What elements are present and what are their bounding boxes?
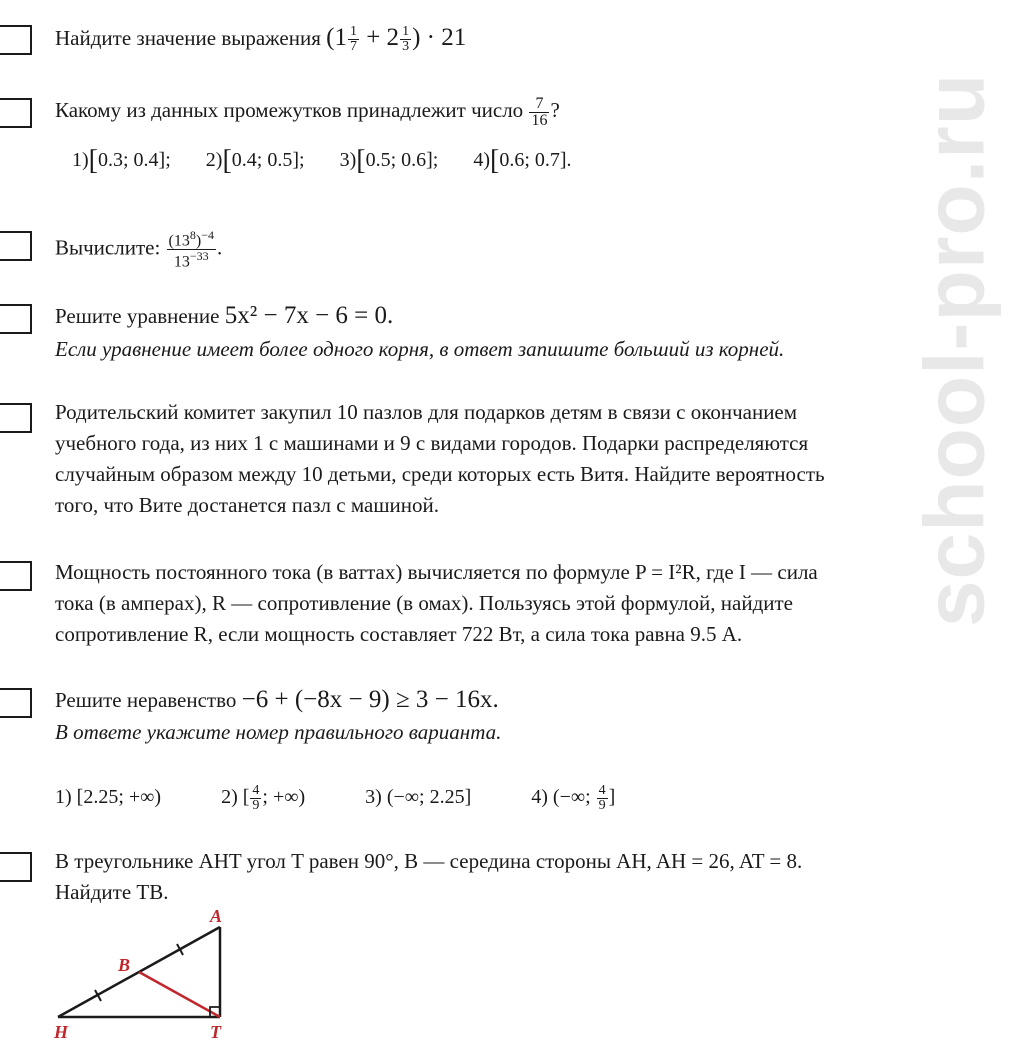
frac-den: 16 xyxy=(531,111,548,129)
task-3-prompt: Вычислите: xyxy=(55,235,161,260)
task-4-note: Если уравнение имеет более одного корня, в ответ запишите больший из корней. xyxy=(55,337,785,361)
median-bt xyxy=(139,972,220,1017)
task-6-line: Мощность постоянного тока (в ваттах) вычисляется по формуле P = I²R, где I — сила xyxy=(55,560,818,584)
expr-open: (1 xyxy=(326,24,347,51)
option-num: 3) xyxy=(339,149,357,171)
task-4-equation: 5x² − 7x − 6 = 0. xyxy=(224,302,394,329)
task-7-text xyxy=(55,684,960,716)
fraction xyxy=(597,784,608,813)
num-close: ) xyxy=(195,232,202,250)
bracket: [ xyxy=(88,145,98,176)
task-3-text xyxy=(55,229,960,271)
answer-box-8[interactable] xyxy=(0,852,32,882)
task-6-text xyxy=(55,557,960,650)
frac-den: 7 xyxy=(349,38,357,54)
watermark: school-pro.ru xyxy=(907,72,1002,628)
den-base: 13 xyxy=(173,253,190,271)
expr-plus: + 2 xyxy=(359,24,400,51)
task-1-prompt: Найдите значение выражения xyxy=(55,26,321,50)
option-num: 1) xyxy=(72,149,89,171)
option-num: 2) xyxy=(205,149,223,171)
frac-den: 9 xyxy=(598,797,606,813)
frac-den: 3 xyxy=(402,38,410,54)
option-pre: 2) [ xyxy=(221,786,250,808)
task-3-end: . xyxy=(216,235,223,260)
task-2-options xyxy=(72,145,960,176)
task-5-line: Родительский комитет закупил 10 пазлов для подарков детям в связи с окончанием xyxy=(55,400,798,424)
task-4-prompt: Решите уравнение xyxy=(55,304,220,328)
fraction xyxy=(348,25,359,54)
fraction xyxy=(167,229,216,271)
frac-num: 1 xyxy=(349,23,357,39)
triangle-figure xyxy=(50,905,240,1045)
fraction xyxy=(250,784,261,813)
task-8-line: Найдите TB. xyxy=(55,880,169,904)
task-6-line: сопротивление R, если мощность составляет 722 Вт, а сила тока равна 9.5 А. xyxy=(55,622,743,646)
task-2-text xyxy=(55,95,960,129)
frac-num: 4 xyxy=(598,782,606,798)
option-3[interactable]: 3) (−∞; 2.25] xyxy=(365,786,472,808)
fraction xyxy=(400,25,411,54)
fraction xyxy=(529,96,549,129)
answer-box-5[interactable] xyxy=(0,403,32,433)
answer-box-7[interactable] xyxy=(0,688,32,718)
label-b: B xyxy=(118,955,131,975)
bracket: [ xyxy=(222,145,232,176)
task-7-options xyxy=(55,782,960,813)
task-5-line: того, что Вите достанется пазл с машиной. xyxy=(55,493,439,517)
num-exp-inner: 8 xyxy=(189,228,196,242)
option-2[interactable] xyxy=(205,145,305,176)
option-3[interactable] xyxy=(339,145,439,176)
option-post: ] xyxy=(608,786,616,808)
bracket: [ xyxy=(490,145,500,176)
answer-box-1[interactable] xyxy=(0,25,32,55)
num-exp: −4 xyxy=(201,228,214,242)
task-6-line: тока (в амперах), R — сопротивление (в омах). Пользуясь этой формулой, найдите xyxy=(55,591,793,615)
expr-close: ) · 21 xyxy=(412,24,467,51)
task-4-text xyxy=(55,300,960,332)
option-val: 0.5; 0.6]; xyxy=(365,149,439,171)
bracket: [ xyxy=(356,145,366,176)
frac-den xyxy=(167,249,216,270)
answer-box-6[interactable] xyxy=(0,561,32,591)
label-t: T xyxy=(210,1022,221,1042)
task-2-prompt: Какому из данных промежутков принадлежит число xyxy=(55,98,524,122)
task-5-line: случайным образом между 10 детьми, среди которых есть Витя. Найдите вероятность xyxy=(55,462,825,486)
option-val: 0.3; 0.4]; xyxy=(98,149,171,171)
option-val: 0.4; 0.5]; xyxy=(231,149,305,171)
den-exp: −33 xyxy=(189,249,209,264)
task-1-text xyxy=(55,22,960,54)
option-4[interactable] xyxy=(473,145,572,176)
frac-den: 9 xyxy=(252,797,260,813)
option-val: 0.6; 0.7]. xyxy=(499,149,572,171)
option-1[interactable]: 1) [2.25; +∞) xyxy=(55,786,162,808)
frac-num: 7 xyxy=(535,94,544,112)
task-1-expression xyxy=(326,23,467,54)
label-h: H xyxy=(54,1022,69,1042)
frac-num xyxy=(167,229,216,249)
option-post: ; +∞) xyxy=(262,786,306,808)
task-7-inequality: −6 + (−8x − 9) ≥ 3 − 16x. xyxy=(241,686,499,713)
task-8-text xyxy=(55,846,960,908)
answer-box-2[interactable] xyxy=(0,98,32,128)
task-2-end: ? xyxy=(550,98,560,122)
label-a: A xyxy=(210,906,223,926)
frac-num: 1 xyxy=(402,23,410,39)
task-8-line: В треугольнике AHT угол T равен 90°, B — середина стороны AH, AH = 26, AT = 8. xyxy=(55,849,803,873)
option-1[interactable] xyxy=(72,145,171,176)
frac-num: 4 xyxy=(252,782,260,798)
task-7-note: В ответе укажите номер правильного варианта. xyxy=(55,720,502,744)
task-5-line: учебного года, из них 1 с машинами и 9 с видами городов. Подарки распределяются xyxy=(55,431,809,455)
option-2[interactable] xyxy=(221,782,306,813)
option-num: 4) xyxy=(473,149,491,171)
option-pre: 4) (−∞; xyxy=(531,786,596,808)
task-5-text xyxy=(55,397,960,521)
option-4[interactable] xyxy=(531,782,616,813)
task-7-prompt: Решите неравенство xyxy=(55,688,237,712)
answer-box-3[interactable] xyxy=(0,231,32,261)
answer-box-4[interactable] xyxy=(0,304,32,334)
num-base: (13 xyxy=(168,232,190,250)
